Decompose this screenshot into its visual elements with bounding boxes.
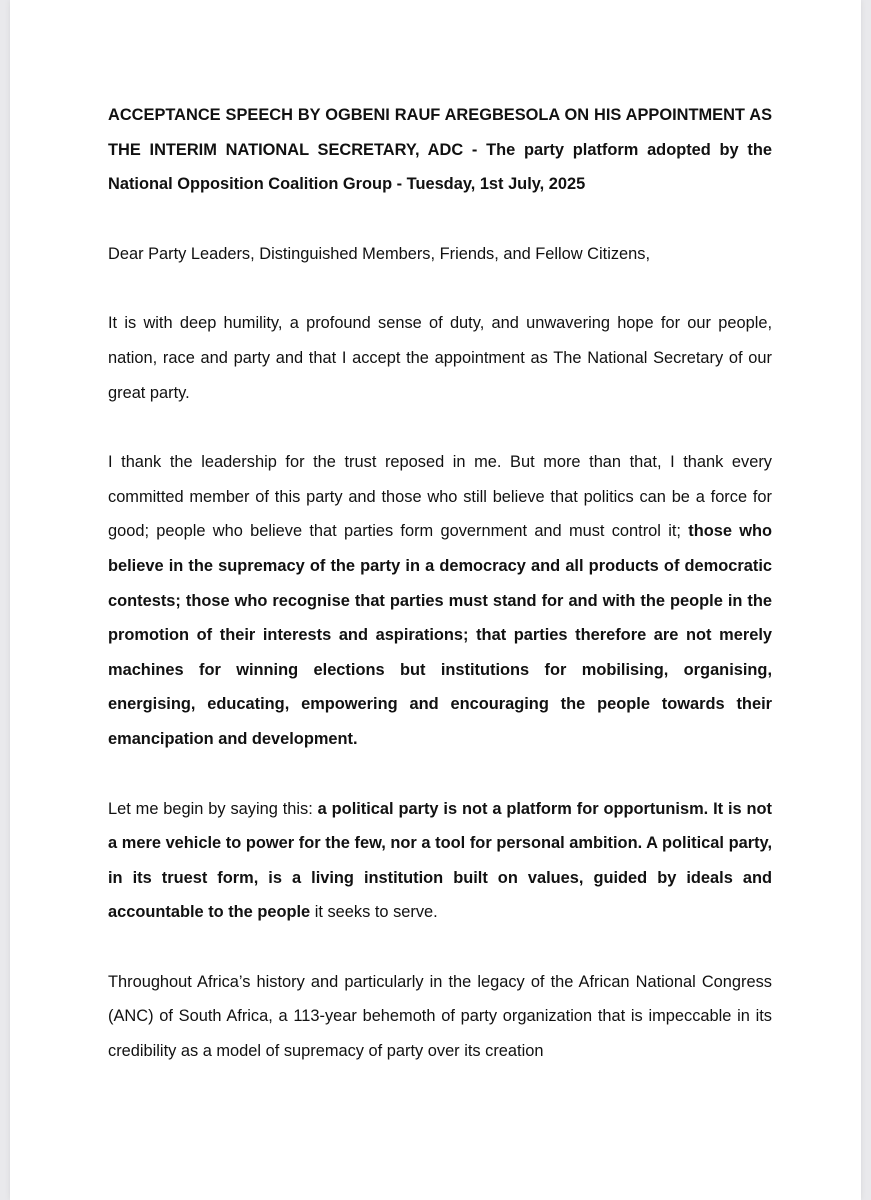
paragraph-2-text: I thank the leadership for the trust reposed in me. But more than that, I thank every committed member of this party and those who still believe that politics can be a force for good; people who believe that parties form government and must control it; xyxy=(108,453,772,541)
paragraph-2-bold-text: those who believe in the supremacy of the party in a democracy and all products of democratic contests; those who recognise that parties must stand for and with the people in the promotion of their interests and aspirations; that parties therefore are not merely machines for winning elections but institutions for mobilising, organising, energising, educating, empowering and encouraging the people towards their emancipation and development. xyxy=(108,522,772,748)
document-page xyxy=(10,0,861,1200)
paragraph-3 xyxy=(108,792,772,930)
document-body xyxy=(108,98,772,1069)
paragraph-1: It is with deep humility, a profound sense of duty, and unwavering hope for our people, nation, race and party and that I accept the appointment as The National Secretary of our great party. xyxy=(108,314,772,402)
paragraph-2 xyxy=(108,445,772,756)
salutation: Dear Party Leaders, Distinguished Members, Friends, and Fellow Citizens, xyxy=(108,244,651,263)
paragraph-3-outro: it seeks to serve. xyxy=(310,903,438,922)
document-title: ACCEPTANCE SPEECH BY OGBENI RAUF AREGBESOLA ON HIS APPOINTMENT AS THE INTERIM NATIONAL SECRETARY, ADC - The party platform adopted by the National Opposition Coalition Group - Tuesday, 1st July, 2025 xyxy=(108,106,772,194)
paragraph-4: Throughout Africa’s history and particularly in the legacy of the African National Congress (ANC) of South Africa, a 113-year behemoth of party organization that is impeccable in its credibility as a model of supremacy of party over its creation xyxy=(108,972,772,1061)
paragraph-3-bold-text: a political party is not a platform for opportunism. It is not a mere vehicle to power for the few, nor a tool for personal ambition. A political party, in its truest form, is a living institution built on values, guided by ideals and accountable to the people xyxy=(108,799,772,922)
paragraph-3-intro: Let me begin by saying this: xyxy=(108,799,318,818)
